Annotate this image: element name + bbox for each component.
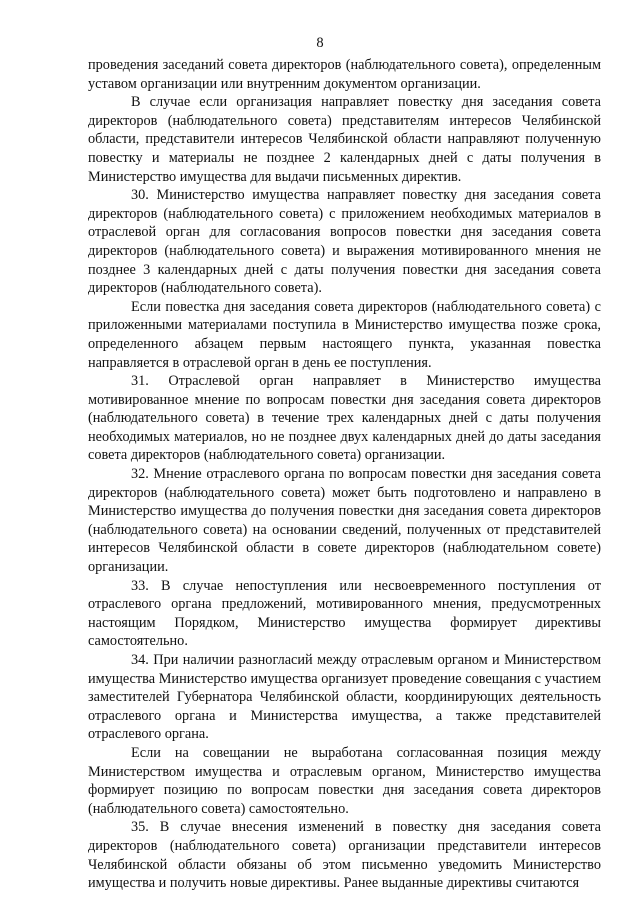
paragraph-item-33: 33. В случае непоступления или несвоевременного поступления от отраслевого органа предложений, мотивированного мнения, предусмотренных настоящим Порядком, Министерство имущества формирует директивы самостоятельно.: [88, 577, 601, 650]
paragraph-continuation: проведения заседаний совета директоров (наблюдательного совета), определенным уставом организации или внутренним документом организации.: [88, 57, 601, 92]
paragraph-item-30: 30. Министерство имущества направляет повестку дня заседания совета директоров (наблюдательного совета) с приложением необходимых материалов в отраслевой орган для согласования вопросов повестки дня заседания совета директоров (наблюдательного совета) и выражения мотивированного мнения не позднее 3 календарных дней с даты получения повестки дня заседания совета директоров (наблюдательного совета).: [88, 187, 601, 297]
paragraph-no-agreement: Если на совещании не выработана согласованная позиция между Министерством имущества и отраслевым органом, Министерство имущества формирует позицию по вопросам повестки дня заседания совета директоров (наблюдательного совета) самостоятельно.: [88, 744, 601, 817]
paragraph-item-31: 31. Отраслевой орган направляет в Министерство имущества мотивированное мнение по вопросам повестки дня заседания совета директоров (наблюдательного совета) в течение трех календарных дней с даты получения необходимых материалов, но не позднее двух календарных дней до даты заседания совета директоров (наблюдательного совета) организации.: [88, 373, 601, 464]
paragraph-agenda-forwarding: В случае если организация направляет повестку дня заседания совета директоров (наблюдательного совета) представителям интересов Челябинской области, представители интересов Челябинской области направляют полученную повестку и материалы не позднее 2 календарных дней с даты получения в Министерство имущества для выдачи письменных директив.: [88, 94, 601, 185]
paragraph-item-32: 32. Мнение отраслевого органа по вопросам повестки дня заседания совета директоров (наблюдательного совета) может быть подготовлено и направлено в Министерство имущества до получения повестки дня заседания совета директоров (наблюдательного совета) на основании сведений, полученных от представителей интересов Челябинской области в совете директоров (наблюдательном совете) организации.: [88, 466, 601, 576]
paragraph-late-agenda: Если повестка дня заседания совета директоров (наблюдательного совета) с приложенными материалами поступила в Министерство имущества позже срока, определенного абзацем первым настоящего пункта, указанная повестка направляется в отраслевой орган в день ее поступления.: [88, 298, 601, 371]
paragraph-item-34: 34. При наличии разногласий между отраслевым органом и Министерством имущества Министерство имущества организует проведение совещания с участием заместителей Губернатора Челябинской области, координирующих деятельность отраслевого органа и Министерства имущества, а также представителей отраслевого органа.: [88, 652, 601, 743]
page-number: 8: [316, 35, 324, 51]
paragraph-item-35: 35. В случае внесения изменений в повестку дня заседания совета директоров (наблюдательного совета) организации представители интересов Челябинской области обязаны об этом письменно уведомить Министерство имущества и получить новые директивы. Ранее выданные директивы считаются: [88, 819, 601, 892]
document-body: [88, 56, 601, 893]
